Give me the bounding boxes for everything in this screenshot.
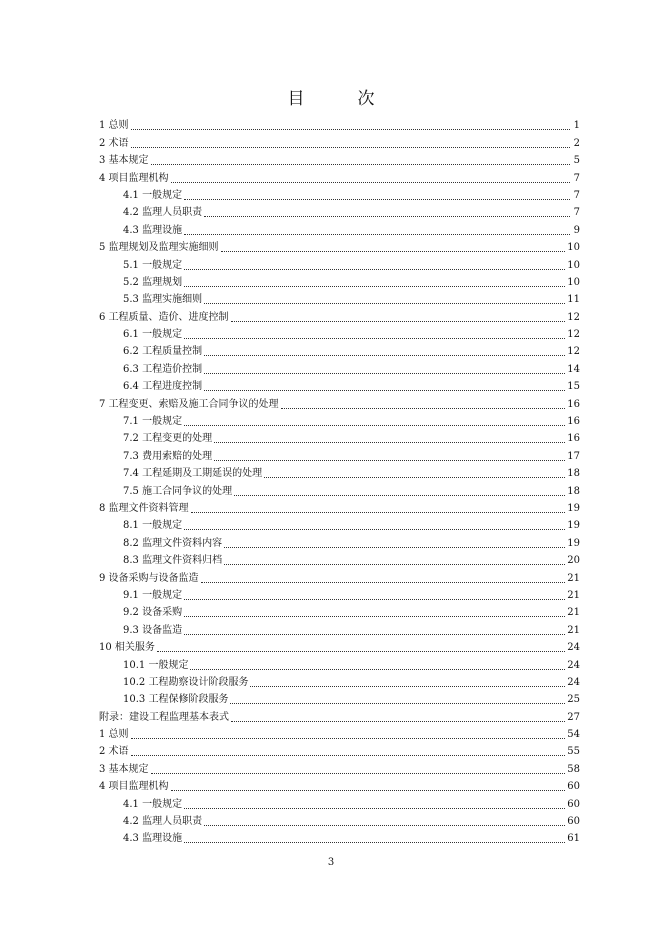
toc-entry-page: 5: [573, 155, 580, 167]
toc-entry[interactable]: [99, 567, 580, 584]
page-number: 3: [327, 857, 335, 868]
toc-entry-label: 6.4 工程进度控制: [123, 381, 203, 393]
dot-leader: [157, 651, 565, 652]
toc-entry-page: 19: [567, 520, 580, 532]
toc-entry[interactable]: [99, 776, 580, 793]
toc-subentry[interactable]: [99, 585, 580, 602]
dot-leader: [250, 686, 565, 687]
toc-entry-page: 21: [567, 607, 580, 619]
toc-entry-page: 10: [567, 276, 580, 288]
toc-entry-page: 21: [567, 624, 580, 636]
toc-subentry[interactable]: [99, 185, 580, 202]
toc-entry-page: 24: [567, 659, 580, 671]
toc-subentry[interactable]: [99, 254, 580, 271]
toc-entry-label: 1 总则: [99, 729, 129, 741]
dot-leader: [184, 338, 565, 339]
toc-entry-page: 16: [567, 433, 580, 445]
dot-leader: [184, 808, 565, 809]
toc-entry[interactable]: [99, 498, 580, 515]
toc-subentry[interactable]: [99, 619, 580, 636]
toc-entry-label: 9.1 一般规定: [123, 589, 183, 601]
toc-entry-page: 15: [567, 381, 580, 393]
toc-entry[interactable]: [99, 706, 580, 723]
dot-leader: [131, 755, 566, 756]
dot-leader: [184, 286, 565, 287]
dot-leader: [190, 669, 565, 670]
toc-entry[interactable]: [99, 637, 580, 654]
dot-leader: [184, 425, 565, 426]
toc-subentry[interactable]: [99, 689, 580, 706]
toc-subentry[interactable]: [99, 358, 580, 375]
toc-entry-label: 5.2 监理规划: [123, 276, 183, 288]
toc-subentry[interactable]: [99, 793, 580, 810]
toc-entry-label: 7 工程变更、索赔及施工合同争议的处理: [99, 398, 279, 410]
toc-subentry[interactable]: [99, 672, 580, 689]
toc-entry-page: 14: [567, 363, 580, 375]
toc-entry-label: 5.3 监理实施细则: [123, 294, 203, 306]
toc-entry-page: 24: [567, 676, 580, 688]
dot-leader: [230, 703, 565, 704]
toc-subentry[interactable]: [99, 341, 580, 358]
dot-leader: [214, 460, 565, 461]
toc-entry-label: 2 术语: [99, 137, 129, 149]
toc-entry-page: 12: [567, 346, 580, 358]
toc-entry-page: 9: [573, 224, 580, 236]
dot-leader: [204, 355, 565, 356]
toc-subentry[interactable]: [99, 324, 580, 341]
toc-entry-page: 60: [567, 798, 580, 810]
toc-entry-page: 24: [567, 642, 580, 654]
toc-subentry[interactable]: [99, 411, 580, 428]
toc-subentry[interactable]: [99, 550, 580, 567]
toc-entry-page: 19: [567, 537, 580, 549]
toc-entry-page: 21: [567, 589, 580, 601]
toc-entry[interactable]: [99, 741, 580, 758]
toc-entry-page: 10: [567, 259, 580, 271]
toc-entry-label: 7.4 工程延期及工期延误的处理: [123, 468, 263, 480]
toc-entry[interactable]: [99, 132, 580, 149]
toc-subentry[interactable]: [99, 811, 580, 828]
dot-leader: [131, 129, 570, 130]
toc-entry-label: 1 总则: [99, 120, 129, 132]
toc-entry-label: 7.5 施工合同争议的处理: [123, 485, 233, 497]
toc-entry[interactable]: [99, 306, 580, 323]
toc-subentry[interactable]: [99, 515, 580, 532]
toc-entry-page: 60: [567, 781, 580, 793]
toc-entry-label: 10.3 工程保修阶段服务: [123, 694, 229, 706]
toc-entry-page: 61: [567, 833, 580, 845]
dot-leader: [204, 390, 565, 391]
toc-entry-label: 5 监理规划及监理实施细则: [99, 242, 219, 254]
toc-entry-page: 2: [573, 137, 580, 149]
dot-leader: [184, 269, 565, 270]
toc-entry-label: 4.2 监理人员职责: [123, 816, 203, 828]
toc-entry-label: 3 基本规定: [99, 155, 149, 167]
toc-entry-label: 8.2 监理文件资料内容: [123, 537, 223, 549]
toc-subentry[interactable]: [99, 480, 580, 497]
dot-leader: [171, 182, 570, 183]
toc-entry-page: 58: [567, 763, 580, 775]
dot-leader: [191, 512, 566, 513]
toc-entry-label: 7.1 一般规定: [123, 416, 183, 428]
toc-entry-page: 7: [573, 172, 580, 184]
dot-leader: [184, 599, 565, 600]
toc-entry-label: 6.3 工程造价控制: [123, 363, 203, 375]
toc-subentry[interactable]: [99, 445, 580, 462]
dot-leader: [224, 564, 565, 565]
toc-entry[interactable]: [99, 393, 580, 410]
toc-subentry[interactable]: [99, 654, 580, 671]
toc-entry-page: 10: [567, 242, 580, 254]
table-of-contents: [99, 115, 580, 845]
dot-leader: [184, 199, 570, 200]
toc-entry[interactable]: [99, 167, 580, 184]
dot-leader: [131, 738, 566, 739]
toc-entry-page: 21: [567, 572, 580, 584]
dot-leader: [214, 442, 565, 443]
toc-entry-label: 6.1 一般规定: [123, 329, 183, 341]
toc-subentry[interactable]: [99, 219, 580, 236]
dot-leader: [184, 234, 570, 235]
toc-entry-page: 11: [567, 294, 580, 306]
toc-entry[interactable]: [99, 724, 580, 741]
toc-subentry[interactable]: [99, 828, 580, 845]
toc-entry[interactable]: [99, 115, 580, 132]
toc-entry-label: 10.2 工程勘察设计阶段服务: [123, 676, 249, 688]
toc-entry-page: 16: [567, 398, 580, 410]
toc-entry[interactable]: [99, 758, 580, 775]
toc-entry-label: 7.3 费用索赔的处理: [123, 450, 213, 462]
toc-entry-label: 4.1 一般规定: [123, 798, 183, 810]
dot-leader: [171, 790, 566, 791]
toc-entry-label: 9.3 设备监造: [123, 624, 183, 636]
toc-entry-label: 3 基本规定: [99, 763, 149, 775]
toc-entry[interactable]: [99, 237, 580, 254]
toc-entry-label: 6.2 工程质量控制: [123, 346, 203, 358]
dot-leader: [151, 773, 566, 774]
toc-entry-label: 4 项目监理机构: [99, 781, 169, 793]
toc-subentry[interactable]: [99, 376, 580, 393]
toc-entry-page: 19: [567, 502, 580, 514]
dot-leader: [231, 321, 566, 322]
toc-entry-page: 54: [567, 729, 580, 741]
toc-subentry[interactable]: [99, 602, 580, 619]
dot-leader: [151, 164, 570, 165]
toc-entry-page: 16: [567, 416, 580, 428]
toc-entry-label: 7.2 工程变更的处理: [123, 433, 213, 445]
toc-entry-label: 8.3 监理文件资料归档: [123, 555, 223, 567]
toc-entry-label: 10 相关服务: [99, 642, 155, 654]
toc-subentry[interactable]: [99, 428, 580, 445]
dot-leader: [184, 842, 565, 843]
toc-entry-page: 18: [567, 468, 580, 480]
toc-entry-page: 7: [573, 207, 580, 219]
dot-leader: [204, 216, 570, 217]
toc-entry-page: 60: [567, 816, 580, 828]
toc-entry-label: 8.1 一般规定: [123, 520, 183, 532]
toc-entry-label: 9.2 设备采购: [123, 607, 183, 619]
toc-title: 目 次: [287, 89, 393, 109]
toc-entry[interactable]: [99, 150, 580, 167]
dot-leader: [204, 373, 565, 374]
dot-leader: [131, 147, 570, 148]
toc-subentry[interactable]: [99, 463, 580, 480]
toc-entry-label: 4.2 监理人员职责: [123, 207, 203, 219]
toc-subentry[interactable]: [99, 289, 580, 306]
dot-leader: [281, 408, 566, 409]
toc-entry-page: 55: [567, 746, 580, 758]
toc-subentry[interactable]: [99, 272, 580, 289]
toc-entry-page: 20: [567, 555, 580, 567]
toc-entry-page: 27: [567, 711, 580, 723]
toc-entry-page: 1: [573, 120, 580, 132]
toc-entry-label: 8 监理文件资料管理: [99, 502, 189, 514]
dot-leader: [204, 303, 565, 304]
dot-leader: [201, 582, 566, 583]
toc-entry-page: 17: [567, 450, 580, 462]
toc-entry-page: 12: [567, 329, 580, 341]
toc-entry-label: 2 术语: [99, 746, 129, 758]
toc-entry-label: 9 设备采购与设备监造: [99, 572, 199, 584]
dot-leader: [184, 529, 565, 530]
toc-entry-label: 5.1 一般规定: [123, 259, 183, 271]
toc-entry-label: 4.3 监理设施: [123, 833, 183, 845]
toc-entry-label: 10.1 一般规定: [123, 659, 189, 671]
dot-leader: [184, 634, 565, 635]
dot-leader: [234, 495, 565, 496]
dot-leader: [204, 825, 565, 826]
dot-leader: [264, 477, 565, 478]
toc-entry-page: 12: [567, 311, 580, 323]
toc-entry-label: 4 项目监理机构: [99, 172, 169, 184]
toc-entry-page: 7: [573, 189, 580, 201]
toc-entry-label: 附录：建设工程监理基本表式: [99, 711, 229, 723]
toc-entry-page: 18: [567, 485, 580, 497]
dot-leader: [231, 721, 565, 722]
dot-leader: [184, 616, 565, 617]
toc-subentry[interactable]: [99, 202, 580, 219]
toc-entry-label: 4.1 一般规定: [123, 189, 183, 201]
toc-entry-page: 25: [567, 694, 580, 706]
dot-leader: [221, 251, 566, 252]
toc-entry-label: 4.3 监理设施: [123, 224, 183, 236]
toc-entry-label: 6 工程质量、造价、进度控制: [99, 311, 229, 323]
dot-leader: [224, 547, 565, 548]
toc-subentry[interactable]: [99, 532, 580, 549]
